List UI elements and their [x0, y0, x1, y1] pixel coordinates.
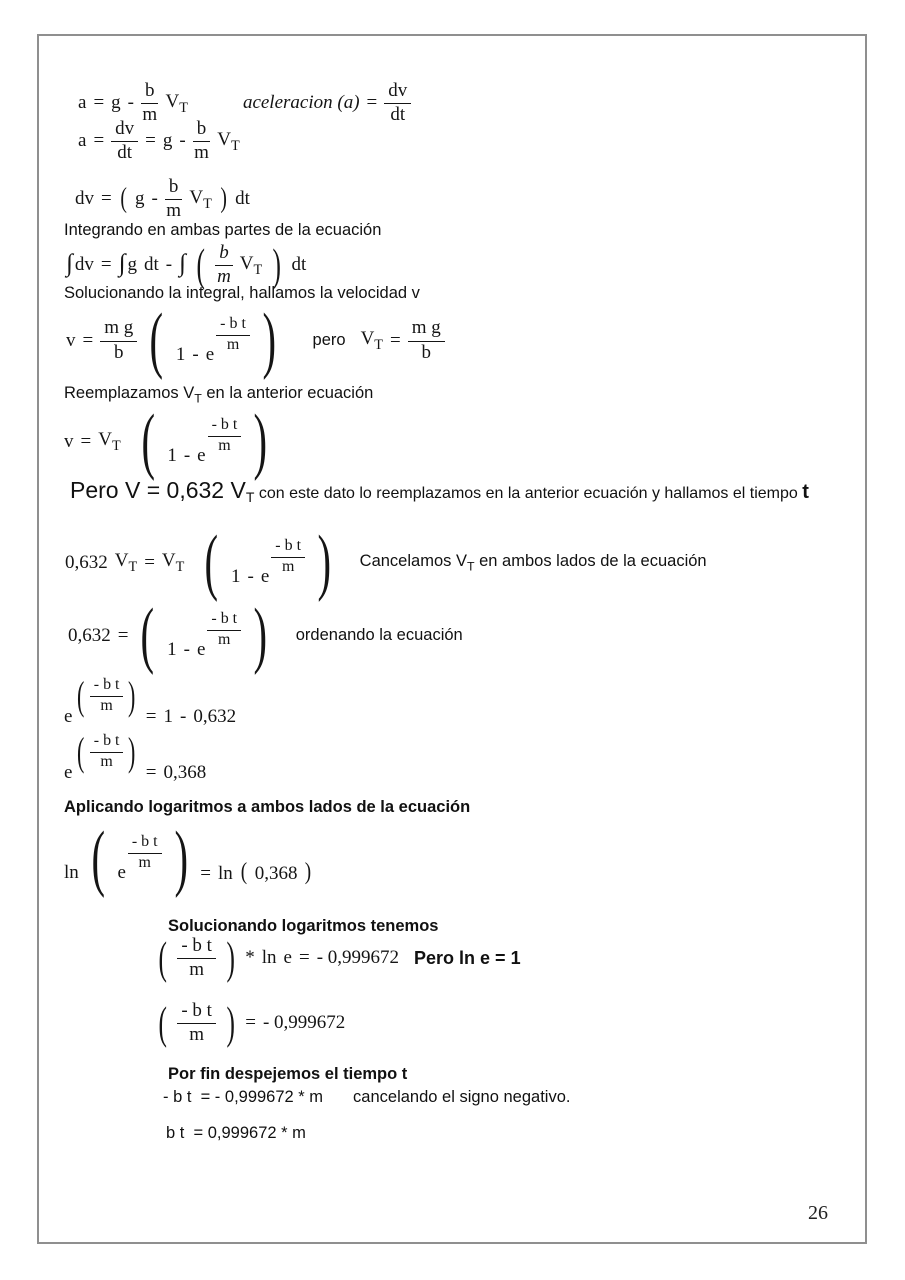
- math-token: e: [205, 344, 215, 366]
- acceleration-label: aceleracion (a): [242, 92, 360, 114]
- math-token: V: [360, 328, 375, 350]
- paren-right: ): [128, 672, 136, 718]
- fraction-denominator: m: [218, 630, 231, 648]
- fraction-b-over-m-italic: [215, 242, 233, 289]
- equation-0632: [68, 594, 463, 676]
- minus-sign: -: [183, 639, 190, 661]
- paren-right: ): [262, 299, 276, 381]
- fraction-dv-over-dt: [384, 80, 411, 127]
- paren-left: (: [158, 932, 167, 984]
- terminal-velocity-symbol: [217, 129, 239, 153]
- subscript-t: T: [128, 559, 138, 576]
- equation-v-vt: [64, 400, 273, 482]
- equation-velocity-solution: [66, 299, 445, 381]
- subscript-t: T: [374, 337, 384, 354]
- paren-right: ): [253, 594, 268, 676]
- equals-sign: =: [82, 329, 94, 351]
- paren-left: (: [91, 817, 105, 899]
- equals-sign: =: [145, 130, 156, 152]
- math-token: V: [239, 253, 254, 275]
- paren-right: ): [128, 728, 136, 774]
- fraction-denominator: dt: [117, 142, 133, 164]
- fraction-denominator: b: [113, 341, 124, 363]
- math-token: dt: [143, 254, 159, 276]
- exponent: [271, 537, 305, 577]
- subscript-t: T: [253, 262, 263, 279]
- paren-left: (: [77, 672, 85, 718]
- paren-right: ): [253, 400, 268, 482]
- fraction-negbt-over-m: [207, 610, 241, 650]
- math-token: dt: [291, 254, 307, 276]
- equals-sign: =: [298, 947, 310, 969]
- paren-left: (: [77, 728, 85, 774]
- math-token: g: [135, 188, 145, 210]
- fraction-numerator: dv: [111, 118, 138, 142]
- equation-0632-vt: [65, 521, 707, 603]
- fraction-numerator: - b t: [207, 610, 241, 631]
- text-solucionando-integral: Solucionando la integral, hallamos la velocidad v: [64, 284, 420, 302]
- ln-token: ln: [217, 862, 233, 884]
- text-reemplazamos: [64, 384, 373, 405]
- math-token: V: [114, 550, 129, 572]
- text-solucionando-logaritmos: Solucionando logaritmos tenemos: [168, 917, 439, 935]
- equals-sign: =: [145, 705, 157, 727]
- heading-time-t: t: [802, 481, 809, 503]
- minus-sign: -: [179, 130, 186, 152]
- text-negbt-line: [163, 1088, 570, 1107]
- fraction-mg-over-b: [100, 317, 137, 364]
- exponential-term: [197, 416, 241, 468]
- paren-content: [167, 610, 241, 662]
- paren-content: [176, 315, 250, 367]
- exponent: [74, 672, 138, 718]
- ln-rhs: [200, 858, 312, 885]
- math-token: g: [162, 130, 173, 152]
- fraction-numerator: m g: [100, 317, 137, 341]
- equation-dv: [75, 176, 250, 223]
- math-token: e: [64, 761, 73, 783]
- fraction-mg-over-b: [408, 317, 445, 364]
- fraction-denominator: m: [217, 266, 231, 288]
- subscript-t: T: [111, 438, 121, 455]
- equation-ln: [64, 817, 312, 899]
- minus-sign: -: [192, 344, 199, 366]
- math-token: 1: [231, 566, 241, 588]
- fraction-numerator: - b t: [90, 676, 124, 697]
- subscript-t: T: [466, 559, 475, 574]
- text-segment: en ambos lados de la ecuación: [474, 552, 707, 571]
- subscript-t: T: [194, 391, 202, 406]
- math-token: dv: [74, 254, 94, 276]
- terminal-velocity-symbol: [240, 253, 262, 277]
- fraction-denominator: m: [194, 142, 209, 164]
- equation-btm-value: [155, 997, 346, 1049]
- fraction-denominator: dt: [390, 104, 406, 126]
- minus-sign: -: [180, 705, 187, 727]
- text-por-fin: Por fin despejemos el tiempo t: [168, 1065, 408, 1083]
- math-token: dt: [235, 188, 250, 210]
- fraction-numerator: - b t: [216, 315, 250, 336]
- fraction-negbt-over-m: [90, 732, 124, 772]
- paren-right: ): [226, 997, 235, 1049]
- minus-sign: -: [247, 566, 254, 588]
- equation-a-equals-dvdt: [78, 118, 240, 165]
- math-token: g: [111, 92, 121, 114]
- minus-sign: -: [183, 445, 191, 467]
- subscript-t: T: [175, 559, 185, 576]
- subscript-t: T: [203, 196, 212, 213]
- math-token: 1: [167, 445, 177, 467]
- paren-left: (: [158, 997, 167, 1049]
- fraction-numerator: - b t: [90, 732, 124, 753]
- integral-g: [118, 249, 137, 278]
- fraction-numerator: b: [215, 242, 233, 266]
- math-token: a: [78, 130, 87, 152]
- text-integrando: Integrando en ambas partes de la ecuación: [64, 221, 382, 239]
- terminal-velocity-symbol: [361, 328, 383, 352]
- paren-content: [231, 537, 305, 589]
- exponent: [216, 315, 250, 355]
- fraction-numerator: - b t: [177, 1000, 216, 1024]
- fraction-negbt-over-m: [128, 833, 162, 873]
- exponent: [74, 728, 138, 774]
- fraction-numerator: - b t: [271, 537, 305, 558]
- heading-rest-text: con este dato lo reemplazamos en la anterior ecuación y hallamos el tiempo: [254, 485, 803, 502]
- fraction-negbt-over-m: [90, 676, 124, 716]
- text-segment: - b t = - 0,999672 * m: [163, 1088, 324, 1106]
- fraction-numerator: - b t: [177, 935, 216, 959]
- number-token: 0,368: [163, 761, 207, 783]
- subscript-t: T: [230, 138, 240, 155]
- text-bt-line: b t = 0,999672 * m: [166, 1124, 306, 1142]
- fraction-denominator: m: [100, 752, 113, 770]
- integral-sign: ∫: [179, 249, 186, 277]
- heading-pero-v: [70, 477, 809, 505]
- equals-sign: =: [145, 761, 157, 783]
- fraction-denominator: m: [226, 335, 240, 353]
- number-token: 0,632: [68, 624, 111, 646]
- terminal-velocity-symbol: [115, 550, 137, 574]
- fraction-denominator: b: [421, 341, 431, 363]
- paren-right: ): [272, 239, 282, 291]
- exponential-term: [206, 315, 250, 367]
- asterisk: *: [245, 947, 255, 969]
- math-token: v: [64, 430, 74, 452]
- paren-left: (: [196, 239, 205, 291]
- fraction-denominator: m: [142, 104, 158, 126]
- paren-content: [167, 416, 241, 468]
- equals-sign: =: [80, 430, 92, 452]
- equals-sign: =: [144, 551, 155, 573]
- paren-left: (: [204, 521, 219, 603]
- equation-exp-1: [64, 672, 237, 728]
- math-token: e: [196, 639, 206, 661]
- exponential-term: [261, 537, 305, 589]
- minus-sign: -: [165, 254, 173, 276]
- fraction-numerator: - b t: [208, 416, 242, 437]
- fraction-numerator: b: [165, 176, 183, 200]
- exponential-term: [197, 610, 241, 662]
- minus-sign: -: [151, 188, 158, 210]
- equals-sign: =: [245, 1012, 256, 1034]
- fraction-denominator: m: [281, 557, 295, 575]
- fraction-denominator: m: [100, 696, 113, 714]
- fraction-negbt-over-m: [216, 315, 250, 355]
- math-token: v: [66, 329, 76, 351]
- terminal-velocity-symbol: [98, 429, 120, 453]
- fraction-negbt-over-m: [177, 935, 216, 982]
- paren-left: (: [149, 299, 164, 381]
- math-token: 1: [175, 344, 186, 366]
- cancelamos-label: [360, 552, 707, 573]
- subscript-t: T: [179, 100, 188, 117]
- subscript-t: T: [245, 489, 255, 506]
- number-token: 0,632: [65, 551, 108, 573]
- math-token: 1: [163, 705, 174, 727]
- number-token: 0,632: [193, 705, 237, 727]
- exponent: [128, 833, 162, 873]
- equals-sign: =: [117, 624, 129, 646]
- equation-integral: [66, 239, 307, 291]
- fraction-b-over-m: [193, 118, 211, 165]
- fraction-denominator: m: [189, 1024, 205, 1046]
- terminal-velocity-symbol: [165, 91, 187, 115]
- pero-label: pero: [312, 331, 346, 350]
- math-token: g: [127, 254, 137, 276]
- math-token: V: [189, 187, 204, 209]
- integral-dv: [66, 249, 94, 278]
- text-aplicando-logaritmos: Aplicando logaritmos a ambos lados de la ecuación: [64, 798, 471, 816]
- equals-sign: =: [93, 92, 105, 114]
- math-token: e: [260, 566, 270, 588]
- ln-token: ln: [64, 861, 79, 883]
- text-segment: en la anterior ecuación: [201, 384, 374, 402]
- text-segment: cancelando el signo negativo.: [353, 1088, 571, 1106]
- equals-sign: =: [93, 130, 105, 152]
- fraction-negbt-over-m: [271, 537, 305, 577]
- math-token: 1: [167, 639, 177, 661]
- ln-token: ln: [261, 947, 277, 969]
- math-token: e: [197, 445, 206, 467]
- math-token: e: [283, 947, 292, 969]
- exponential-term: [64, 728, 139, 784]
- terminal-velocity-symbol: [162, 550, 184, 574]
- paren-left: (: [141, 400, 155, 482]
- fraction-denominator: m: [138, 853, 151, 871]
- equals-sign: =: [101, 188, 112, 210]
- math-token: a: [78, 92, 87, 114]
- math-token: V: [217, 129, 231, 151]
- fraction-negbt-over-m: [208, 416, 242, 456]
- math-token: V: [165, 91, 180, 113]
- fraction-numerator: dv: [384, 80, 411, 104]
- text-segment: Cancelamos V: [359, 552, 467, 571]
- exponential-term: [64, 672, 139, 728]
- fraction-numerator: - b t: [128, 833, 162, 854]
- math-token: e: [64, 705, 73, 727]
- fraction-numerator: b: [193, 118, 211, 142]
- text-segment: Reemplazamos V: [64, 384, 195, 402]
- exponent: [207, 610, 241, 650]
- fraction-dv-over-dt: [111, 118, 138, 165]
- fraction-numerator: m g: [408, 317, 445, 341]
- number-token: - 0,999672: [262, 1012, 346, 1034]
- fraction-negbt-over-m: [177, 1000, 216, 1047]
- fraction-numerator: b: [141, 80, 159, 104]
- exponential-term: [117, 833, 161, 885]
- paren-right: ): [220, 182, 227, 214]
- math-token: V: [98, 429, 112, 451]
- minus-sign: -: [127, 92, 134, 114]
- equals-sign: =: [100, 254, 112, 276]
- number-token: - 0,999672: [316, 947, 400, 969]
- equals-sign: =: [200, 862, 211, 884]
- equals-sign: =: [390, 329, 401, 351]
- fraction-denominator: m: [189, 959, 205, 981]
- math-token: e: [117, 862, 126, 884]
- fraction-denominator: m: [218, 436, 231, 454]
- paren-left: (: [120, 182, 127, 214]
- integral-sign: ∫: [66, 249, 73, 277]
- page-number: 26: [808, 1202, 828, 1224]
- pero-lne-label: Pero ln e = 1: [414, 947, 521, 968]
- fraction-b-over-m: [165, 176, 183, 223]
- heading-big-text: Pero V = 0,632 V: [70, 477, 246, 503]
- equals-sign: =: [366, 92, 378, 114]
- fraction-denominator: m: [166, 200, 182, 222]
- equation-log-solution: [155, 932, 521, 984]
- paren-right: ): [226, 932, 235, 984]
- equation-exp-2: [64, 728, 207, 784]
- math-token: dv: [75, 188, 94, 210]
- paren-right: ): [174, 817, 188, 899]
- paren-right: ): [305, 858, 312, 885]
- paren-left: (: [141, 594, 155, 676]
- number-token: 0,368: [254, 862, 298, 884]
- terminal-velocity-symbol: [189, 187, 211, 211]
- integral-sign: ∫: [118, 249, 126, 277]
- exponent: [208, 416, 242, 456]
- paren-left: (: [240, 858, 247, 885]
- ordenando-label: ordenando la ecuación: [295, 626, 463, 645]
- math-token: V: [161, 550, 176, 572]
- paren-right: ): [317, 521, 332, 603]
